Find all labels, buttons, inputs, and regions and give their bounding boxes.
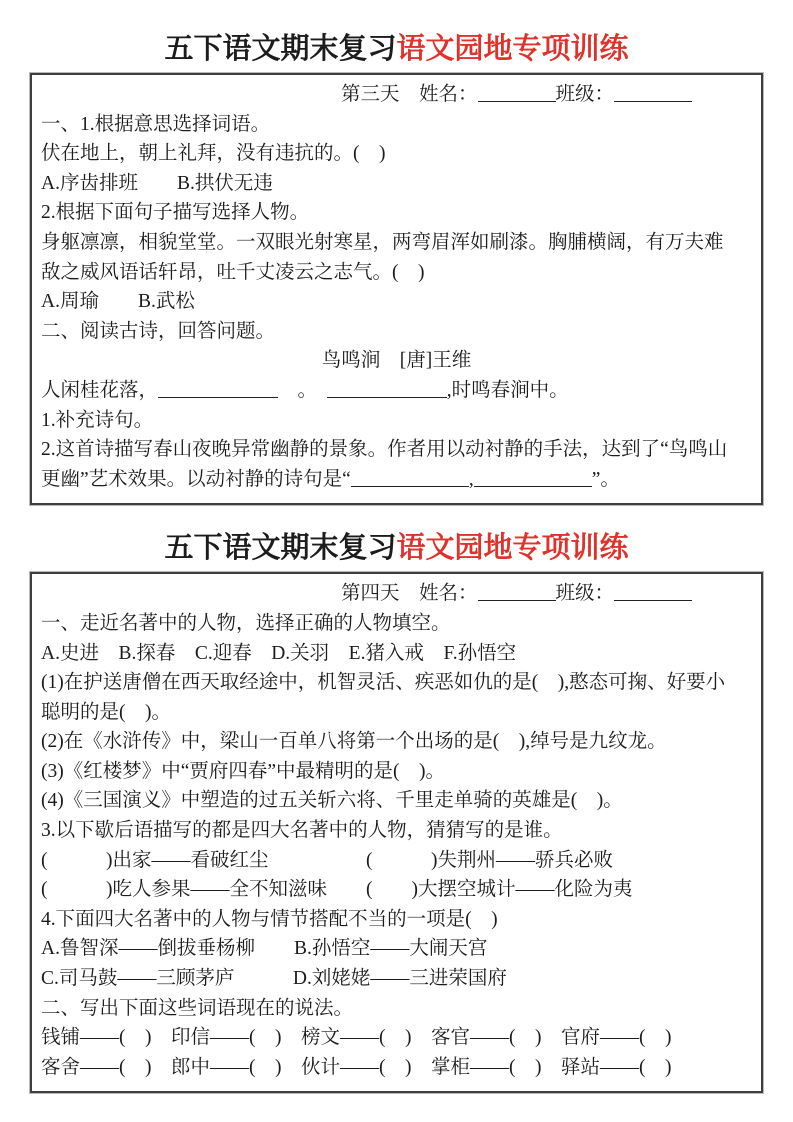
answer-blank bbox=[474, 474, 592, 487]
question-box-day3 bbox=[30, 73, 763, 505]
text-segment: ”。 bbox=[591, 468, 620, 490]
worksheet-title bbox=[30, 531, 763, 566]
text-segment: 二、写出下面这些词语现在的说法。 bbox=[41, 997, 354, 1019]
text-line bbox=[41, 346, 752, 376]
text-line bbox=[41, 435, 752, 465]
text-line bbox=[41, 465, 752, 495]
text-segment: 鸟鸣涧 [唐]王维 bbox=[321, 350, 472, 372]
answer-blank bbox=[327, 385, 447, 398]
text-line bbox=[41, 964, 752, 994]
text-segment: A.序齿排班 B.拱伏无违 bbox=[41, 172, 273, 194]
text-line bbox=[41, 110, 752, 140]
title-red-part: 语文园地专项训练 bbox=[396, 532, 629, 565]
text-line bbox=[41, 228, 752, 258]
text-segment: 第四天 姓名： bbox=[341, 583, 478, 605]
text-segment: 客舍——( ) 郎中——( ) 伙计——( ) 掌柜——( ) 驿站——( ) bbox=[41, 1056, 672, 1078]
text-line bbox=[41, 198, 752, 228]
text-segment: 二、阅读古诗，回答问题。 bbox=[41, 320, 276, 342]
title-red-part: 语文园地专项训练 bbox=[396, 33, 629, 65]
text-line bbox=[41, 287, 752, 317]
text-line bbox=[41, 1053, 752, 1083]
text-segment: 1.补充诗句。 bbox=[41, 409, 154, 431]
text-segment: (2)在《水浒传》中，梁山一百单八将第一个出场的是( ),绰号是九纹龙。 bbox=[41, 731, 667, 753]
text-segment: 班级： bbox=[555, 84, 615, 105]
worksheet-section-day3 bbox=[30, 32, 763, 505]
text-segment: ,时鸣春涧中。 bbox=[446, 379, 569, 401]
text-segment: 更幽”艺术效果。以动衬静的诗句是“ bbox=[41, 468, 351, 490]
title-black-part: 五下语文期末复习 bbox=[164, 33, 397, 65]
text-segment: 敌之威风语话轩昂，吐千丈凌云之志气。( ) bbox=[41, 261, 425, 283]
text-segment: (3)《红楼梦》中“贾府四春”中最精明的是( )。 bbox=[41, 760, 446, 782]
text-segment: ( )出家——看破红尘 ( )失荆州——骄兵必败 bbox=[41, 849, 613, 871]
text-segment: 2.这首诗描写春山夜晚异常幽静的景象。作者用以动衬静的手法，达到了“鸟鸣山 bbox=[41, 439, 728, 461]
text-line bbox=[41, 727, 752, 757]
text-segment: 班级： bbox=[555, 583, 615, 605]
text-segment: (1)在护送唐僧在西天取经途中，机智灵活、疾恶如仇的是( ),憨态可掬、好要小 bbox=[41, 672, 726, 694]
answer-blank bbox=[158, 385, 278, 398]
text-segment: 钱铺——( ) 印信——( ) 榜文——( ) 客官——( ) 官府——( ) bbox=[41, 1027, 672, 1049]
text-line bbox=[41, 994, 752, 1024]
text-segment: 一、1.根据意思选择词语。 bbox=[41, 113, 271, 135]
day-name-class-header bbox=[41, 80, 752, 110]
text-segment: 人闲桂花落， bbox=[41, 379, 159, 401]
text-segment: C.司马鼓——三顾茅庐 D.刘姥姥——三进荣国府 bbox=[41, 968, 507, 990]
text-line bbox=[41, 846, 752, 876]
text-line bbox=[41, 786, 752, 816]
text-line bbox=[41, 698, 752, 728]
text-segment: A.史进 B.探春 C.迎春 D.关羽 E.猪入戒 F.孙悟空 bbox=[41, 642, 517, 664]
text-line bbox=[41, 376, 752, 406]
text-segment: A.鲁智深——倒拔垂杨柳 B.孙悟空——大闹天宫 bbox=[41, 938, 488, 960]
worksheet-title bbox=[30, 32, 763, 67]
text-segment: 一、走近名著中的人物，选择正确的人物填空。 bbox=[41, 612, 451, 634]
text-segment: 第三天 姓名： bbox=[341, 84, 478, 105]
text-segment: 聪明的是( )。 bbox=[41, 701, 171, 723]
text-line bbox=[41, 406, 752, 436]
day-name-class-header bbox=[41, 579, 752, 609]
text-line bbox=[41, 668, 752, 698]
question-box-day4 bbox=[30, 572, 763, 1093]
text-segment: 身躯凛凛，相貌堂堂。一双眼光射寒星，两弯眉浑如刷漆。胸脯横阔，有万夫难 bbox=[41, 231, 724, 253]
text-segment: , bbox=[468, 468, 474, 490]
text-segment: ( )吃人参果——全不知滋味 ( )大摆空城计——化险为夷 bbox=[41, 879, 633, 901]
text-segment: 3.以下歇后语描写的都是四大名著中的人物，猜猜写的是谁。 bbox=[41, 820, 563, 842]
text-line bbox=[41, 139, 752, 169]
text-line bbox=[41, 934, 752, 964]
text-line bbox=[41, 757, 752, 787]
text-line bbox=[41, 639, 752, 669]
text-segment: A.周瑜 B.武松 bbox=[41, 291, 195, 313]
worksheet-section-day4 bbox=[30, 531, 763, 1093]
answer-blank bbox=[614, 89, 692, 102]
answer-blank bbox=[614, 588, 692, 601]
text-segment: 4.下面四大名著中的人物与情节搭配不当的一项是( ) bbox=[41, 908, 498, 930]
text-line bbox=[41, 1023, 752, 1053]
text-line bbox=[41, 317, 752, 347]
text-line bbox=[41, 816, 752, 846]
text-segment: 伏在地上，朝上礼拜，没有违抗的。( ) bbox=[41, 143, 386, 165]
text-line bbox=[41, 905, 752, 935]
text-segment: (4)《三国演义》中塑造的过五关斩六将、千里走单骑的英雄是( )。 bbox=[41, 790, 623, 812]
title-black-part: 五下语文期末复习 bbox=[164, 532, 397, 565]
answer-blank bbox=[478, 588, 556, 601]
text-segment: 。 bbox=[278, 379, 327, 401]
answer-blank bbox=[478, 89, 556, 102]
text-line bbox=[41, 169, 752, 199]
answer-blank bbox=[351, 474, 469, 487]
text-segment: 2.根据下面句子描写选择人物。 bbox=[41, 202, 310, 224]
text-line bbox=[41, 609, 752, 639]
text-line bbox=[41, 258, 752, 288]
text-line bbox=[41, 875, 752, 905]
